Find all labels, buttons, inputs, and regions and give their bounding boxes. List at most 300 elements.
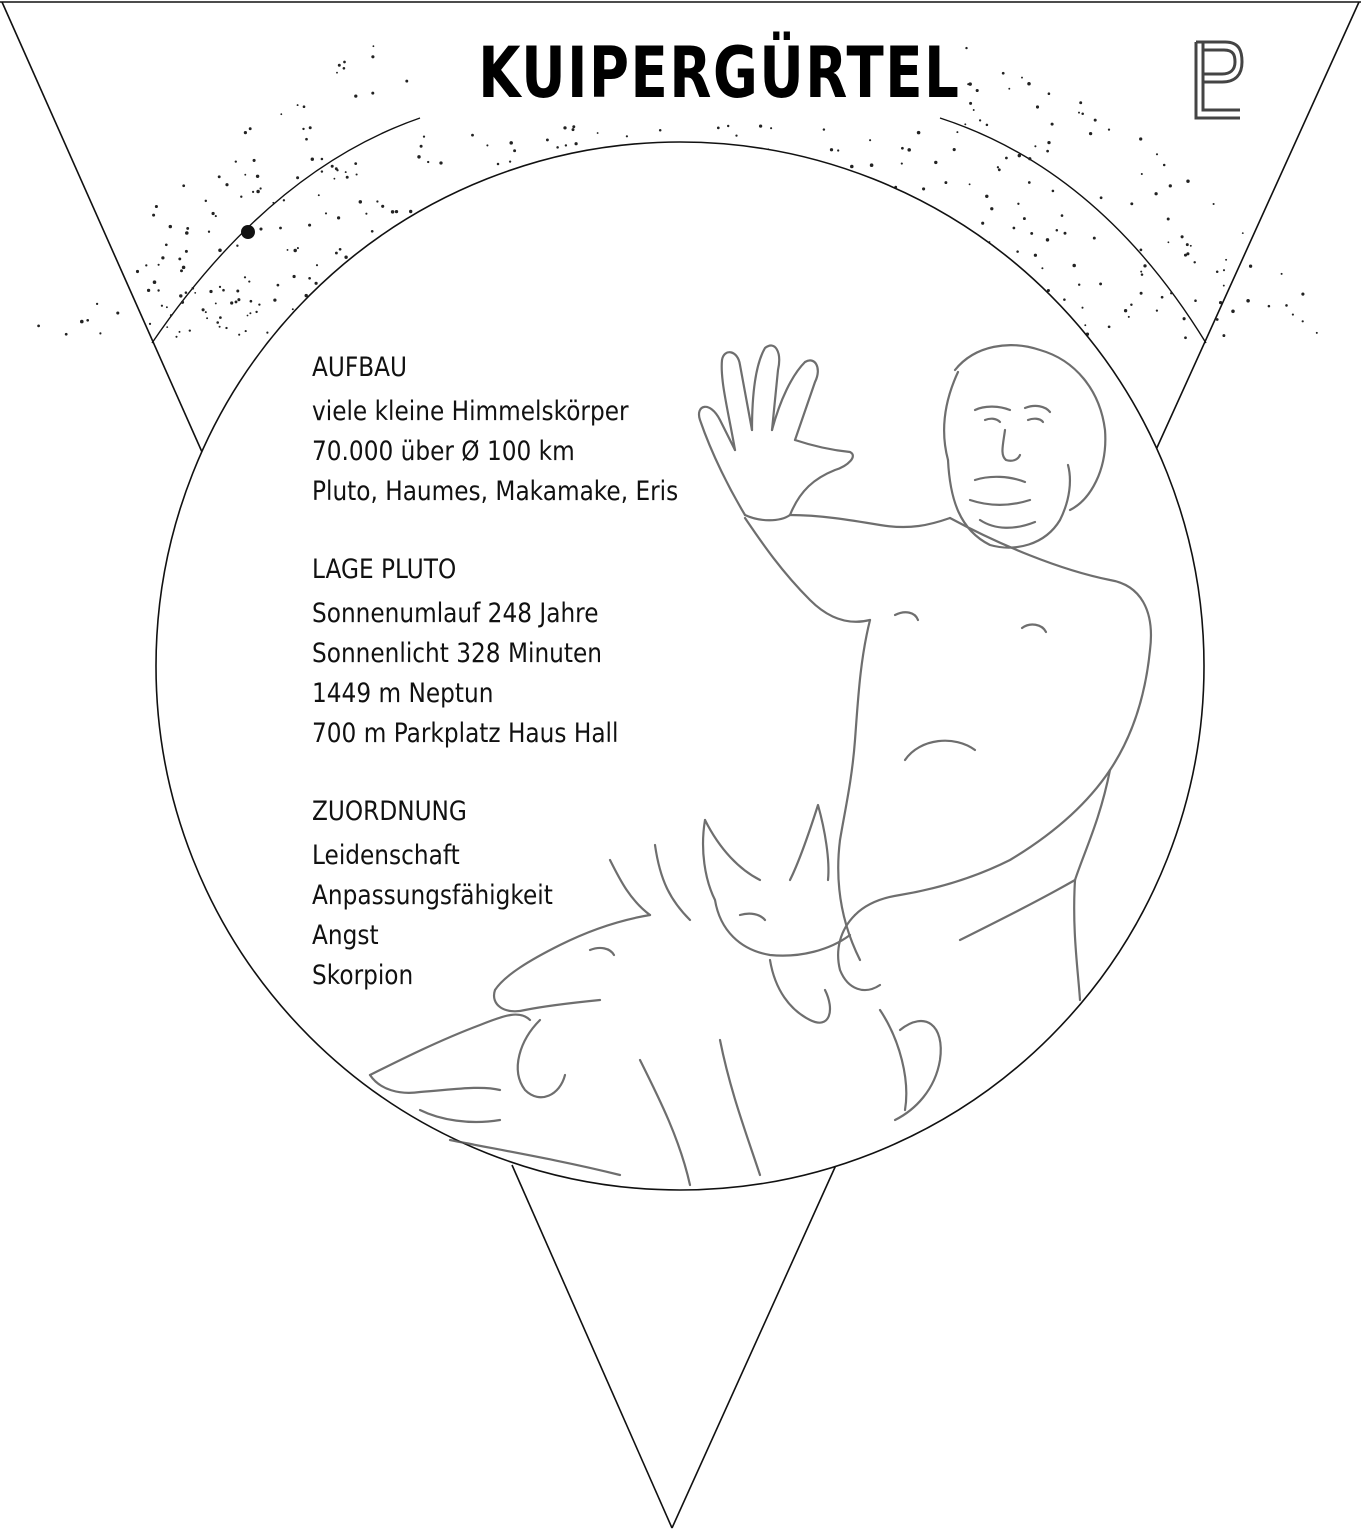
belt-dot [391, 210, 394, 213]
belt-dot [371, 92, 374, 95]
belt-dot [1089, 132, 1092, 135]
belt-dot [1130, 304, 1132, 306]
belt-dot [258, 303, 260, 305]
belt-dot [901, 163, 903, 165]
belt-dot [222, 289, 225, 292]
belt-dot [1140, 249, 1143, 252]
section-heading: LAGE PLUTO [312, 554, 457, 585]
section-line: Anpassungsfähigkeit [312, 880, 553, 911]
belt-dot [981, 222, 984, 225]
belt-dot [247, 315, 249, 317]
belt-dot [990, 207, 993, 210]
belt-dot [343, 67, 346, 70]
belt-dot [252, 191, 254, 193]
belt-dot [626, 135, 628, 137]
belt-dot [365, 213, 367, 215]
belt-dot [343, 61, 346, 64]
belt-dot [296, 176, 299, 179]
belt-dot [572, 128, 575, 131]
belt-dot [236, 245, 238, 247]
belt-dot [1027, 82, 1031, 86]
belt-dot [273, 298, 276, 301]
belt-dot [934, 161, 937, 164]
belt-dot [175, 336, 177, 338]
belt-dot [575, 142, 578, 145]
section-line: Sonnenlicht 328 Minuten [312, 638, 602, 669]
belt-dot [96, 303, 98, 305]
belt-dot [303, 105, 306, 108]
belt-dot [1005, 157, 1008, 160]
belt-dot [1141, 273, 1144, 276]
belt-dot [563, 126, 566, 129]
belt-dot [1216, 271, 1219, 274]
belt-dot [157, 289, 159, 291]
belt-dot [335, 252, 338, 255]
section-heading: AUFBAU [312, 352, 408, 383]
belt-dot [1028, 157, 1031, 160]
belt-dot [170, 314, 172, 316]
belt-dot [1190, 245, 1192, 247]
belt-dot [1079, 101, 1082, 104]
belt-dot [152, 214, 155, 217]
belt-dot [1302, 320, 1304, 322]
belt-dot [1021, 77, 1023, 79]
belt-dot [953, 148, 956, 151]
section-line: Sonnenumlauf 248 Jahre [312, 598, 599, 629]
belt-dot [907, 148, 911, 152]
belt-dot [1163, 164, 1166, 167]
belt-dot [944, 181, 947, 184]
belt-dot [1047, 141, 1050, 144]
belt-dot [1041, 267, 1043, 269]
belt-dot [1036, 105, 1039, 108]
belt-dot [439, 161, 442, 164]
belt-dot [997, 166, 999, 168]
belt-dot [1216, 318, 1219, 321]
belt-dot [969, 183, 971, 185]
belt-dot [998, 168, 1001, 171]
section-line: Leidenschaft [312, 840, 460, 871]
belt-dot [1008, 88, 1010, 90]
belt-dot [1167, 218, 1170, 221]
belt-dot [293, 275, 296, 278]
belt-dot [1108, 325, 1111, 328]
belt-dot [169, 225, 172, 228]
belt-dot [376, 200, 378, 202]
belt-dot [1056, 229, 1059, 232]
belt-dot [179, 294, 182, 297]
belt-dot [1023, 217, 1026, 220]
belt-dot [1281, 273, 1283, 275]
belt-dot [212, 212, 215, 215]
belt-dot [219, 316, 222, 319]
belt-dot [1223, 285, 1225, 287]
belt-dot [1064, 232, 1067, 235]
belt-dot [86, 319, 89, 322]
belt-dot [336, 169, 338, 171]
belt-dot [249, 312, 251, 314]
belt-dot [1186, 252, 1189, 255]
belt-dot [354, 94, 357, 97]
belt-dot [395, 210, 398, 213]
belt-dot [1141, 173, 1143, 175]
belt-dot [1139, 137, 1142, 140]
belt-dot [556, 146, 559, 149]
belt-dot [344, 256, 347, 259]
belt-dot [354, 162, 357, 165]
belt-dot [1063, 298, 1066, 301]
belt-dot [420, 145, 423, 148]
belt-dot [308, 277, 311, 280]
belt-dot [1219, 301, 1222, 304]
belt-dot [256, 190, 260, 194]
belt-dot [277, 284, 280, 287]
belt-dot [189, 329, 191, 331]
section-zuordnung [312, 794, 732, 996]
belt-dot [509, 141, 513, 145]
section-line: Skorpion [312, 960, 414, 991]
belt-dot [1140, 292, 1143, 295]
belt-dot [509, 160, 511, 162]
belt-dot [287, 249, 289, 251]
belt-dot [1100, 196, 1103, 199]
belt-dot [186, 227, 189, 230]
belt-dot [1013, 227, 1016, 230]
belt-dot [244, 131, 247, 134]
section-line: 70.000 über Ø 100 km [312, 436, 575, 467]
belt-dot [1181, 235, 1184, 238]
belt-dot [215, 302, 217, 304]
belt-dot [185, 250, 188, 253]
belt-dot [155, 205, 158, 208]
section-lage-pluto [312, 552, 732, 754]
belt-dot [735, 134, 737, 136]
belt-dot [1108, 128, 1110, 130]
belt-dot [1156, 309, 1158, 311]
belt-dot [311, 158, 314, 161]
belt-dot [1124, 309, 1127, 312]
belt-dot [136, 270, 139, 273]
belt-dot [321, 170, 323, 172]
belt-dot [253, 159, 256, 162]
belt-dot [65, 333, 68, 336]
belt-dot [1046, 150, 1049, 153]
belt-dot [236, 290, 239, 293]
belt-dot [1051, 123, 1054, 126]
belt-dot [297, 247, 299, 249]
belt-dot [208, 231, 210, 233]
belt-dot [145, 264, 147, 266]
belt-dot [185, 231, 189, 235]
belt-dot [259, 227, 262, 230]
belt-dot [1016, 250, 1019, 253]
belt-dot [256, 175, 259, 178]
belt-dot [1128, 316, 1130, 318]
belt-dot [356, 173, 358, 175]
belt-dot [922, 187, 925, 190]
belt-dot [1225, 259, 1227, 261]
info-content [312, 350, 732, 1036]
belt-dot [1081, 112, 1084, 115]
belt-dot [292, 308, 294, 310]
belt-dot [1223, 269, 1225, 271]
belt-dot [331, 165, 334, 168]
belt-dot [956, 131, 958, 133]
belt-dot [1046, 238, 1049, 241]
belt-dot [1052, 190, 1055, 193]
belt-dot [1285, 304, 1288, 307]
belt-dot [1072, 264, 1076, 268]
belt-dot [870, 163, 874, 167]
belt-dot [316, 264, 318, 266]
belt-dot [1301, 293, 1304, 296]
belt-dot [205, 200, 207, 202]
belt-dot [1156, 153, 1158, 155]
belt-dot [153, 280, 157, 284]
section-line: Pluto, Haumes, Makamake, Eris [312, 476, 679, 507]
section-aufbau [312, 350, 732, 512]
belt-dot [423, 135, 425, 137]
belt-dot [572, 125, 575, 128]
belt-dot [206, 317, 208, 319]
belt-dot [1316, 332, 1318, 334]
belt-dot [280, 113, 282, 115]
belt-dot [979, 119, 981, 121]
belt-dot [244, 276, 246, 278]
belt-dot [192, 287, 195, 290]
belt-dot [546, 138, 549, 141]
belt-dot [202, 308, 205, 311]
belt-dot [1130, 202, 1133, 205]
belt-dot [235, 160, 237, 162]
belt-dot [1246, 299, 1250, 303]
belt-dot [185, 291, 188, 294]
belt-dot [244, 174, 246, 176]
belt-dot [250, 300, 253, 303]
belt-dot [1084, 324, 1086, 326]
belt-dot [1167, 241, 1169, 243]
belt-dot [230, 301, 233, 304]
belt-dot [1184, 336, 1187, 339]
belt-dot [371, 230, 374, 233]
belt-dot [372, 45, 374, 47]
belt-dot [161, 305, 163, 307]
belt-dot [215, 215, 217, 217]
belt-dot [1030, 232, 1033, 235]
belt-dot [305, 138, 308, 141]
belt-dot [99, 332, 101, 334]
belt-dot [359, 200, 362, 203]
belt-dot [255, 311, 257, 313]
belt-dot [513, 149, 516, 152]
belt-dot [161, 256, 164, 259]
belt-dot [266, 332, 268, 334]
belt-dot [1081, 307, 1083, 309]
belt-dot [338, 64, 341, 67]
belt-dot [182, 266, 186, 270]
belt-dot [1028, 181, 1031, 184]
belt-dot [336, 72, 338, 74]
belt-dot [850, 165, 854, 169]
belt-dot [1268, 305, 1271, 308]
belt-dot [237, 298, 240, 301]
belt-dot [1213, 203, 1215, 205]
belt-dot [985, 195, 988, 198]
belt-dot [1249, 265, 1252, 268]
belt-dot [80, 320, 84, 324]
belt-dot [565, 144, 567, 146]
belt-dot [497, 163, 500, 166]
belt-dot [178, 257, 181, 260]
belt-dot [1231, 310, 1235, 314]
belt-dot [165, 243, 168, 246]
belt-dot [225, 183, 228, 186]
section-heading: ZUORDNUNG [312, 796, 467, 827]
belt-dot [1292, 314, 1294, 316]
belt-dot [225, 327, 227, 329]
belt-dot [1034, 254, 1037, 257]
belt-dot [249, 127, 252, 130]
belt-dot [37, 325, 40, 328]
belt-dot [471, 134, 474, 137]
belt-dot [486, 144, 488, 146]
belt-dot [302, 128, 304, 130]
belt-dot [427, 161, 429, 163]
belt-dot [346, 176, 349, 179]
belt-dot [1242, 232, 1244, 234]
belt-dot [1002, 72, 1005, 75]
belt-dot [986, 124, 989, 127]
section-line: 1449 m Neptun [312, 678, 494, 709]
belt-dot [293, 249, 296, 252]
belt-dot [1018, 154, 1021, 157]
belt-dot [1143, 264, 1146, 267]
belt-dot [166, 326, 168, 328]
belt-dot [1061, 214, 1064, 217]
belt-dot [235, 300, 238, 303]
belt-dot [727, 125, 729, 127]
belt-dot [1169, 184, 1172, 187]
belt-dot [147, 289, 150, 292]
section-line: Angst [312, 920, 379, 951]
orbit-planet-dot [241, 225, 255, 239]
belt-dot [381, 205, 384, 208]
belt-dot [1078, 112, 1080, 114]
belt-dot [1193, 261, 1195, 263]
belt-dot [245, 330, 247, 332]
belt-dot [869, 139, 871, 141]
belt-dot [321, 158, 324, 161]
belt-dot [965, 47, 967, 49]
belt-dot [219, 286, 221, 288]
belt-dot [1034, 145, 1036, 147]
belt-dot [315, 282, 318, 285]
belt-dot [917, 131, 921, 135]
belt-dot [417, 155, 420, 158]
belt-dot [283, 199, 285, 201]
belt-dot [333, 178, 335, 180]
belt-dot [1093, 237, 1096, 240]
belt-dot [976, 89, 979, 92]
belt-dot [967, 83, 969, 85]
belt-dot [180, 269, 183, 272]
belt-dot [1194, 299, 1197, 302]
belt-dot [209, 290, 212, 293]
belt-dot [149, 323, 151, 325]
belt-dot [1048, 92, 1051, 95]
page-title: KUIPERGÜRTEL [478, 28, 891, 118]
belt-dot [659, 129, 662, 132]
belt-dot [308, 224, 311, 227]
belt-dot [969, 102, 972, 105]
belt-dot [297, 104, 299, 106]
belt-dot [717, 127, 720, 130]
belt-dot [216, 321, 219, 324]
belt-dot [248, 281, 250, 283]
belt-dot [1078, 283, 1080, 285]
belt-dot [1017, 203, 1019, 205]
belt-dot [823, 128, 825, 130]
section-line: 700 m Parkplatz Haus Hall [312, 718, 619, 749]
belt-dot [1161, 296, 1164, 299]
belt-dot [1170, 292, 1172, 294]
belt-dot [1140, 271, 1142, 273]
belt-dot [279, 227, 282, 230]
belt-dot [973, 109, 975, 111]
belt-dot [272, 202, 274, 204]
belt-dot [166, 306, 168, 308]
belt-dot [1099, 282, 1102, 285]
belt-dot [597, 132, 599, 134]
belt-dot [240, 196, 242, 198]
belt-dot [1094, 119, 1097, 122]
belt-dot [345, 171, 347, 173]
belt-dot [218, 175, 221, 178]
belt-dot [339, 248, 342, 251]
belt-dot [205, 311, 207, 313]
belt-dot [1154, 192, 1157, 195]
belt-dot [219, 326, 221, 328]
belt-dot [325, 212, 327, 214]
belt-dot [901, 147, 904, 150]
belt-dot [1183, 317, 1186, 320]
belt-dot [116, 311, 119, 314]
belt-dot [964, 123, 966, 125]
belt-dot [218, 249, 222, 253]
belt-dot [158, 264, 160, 266]
section-line: viele kleine Himmelskörper [312, 396, 629, 427]
belt-dot [309, 126, 312, 129]
belt-dot [194, 292, 196, 294]
belt-dot [759, 124, 762, 127]
belt-dot [770, 127, 772, 129]
belt-dot [1222, 334, 1225, 337]
logo-icon [1196, 42, 1242, 118]
belt-dot [1186, 243, 1189, 246]
belt-dot [830, 148, 833, 151]
belt-dot [179, 331, 181, 333]
belt-dot [238, 334, 240, 336]
belt-dot [371, 55, 374, 58]
belt-dot [259, 187, 261, 189]
belt-dot [182, 184, 185, 187]
belt-dot [409, 210, 412, 213]
belt-dot [181, 301, 184, 304]
belt-dot [337, 216, 340, 219]
belt-dot [837, 149, 839, 151]
belt-dot [1186, 179, 1189, 182]
belt-dot [405, 80, 408, 83]
